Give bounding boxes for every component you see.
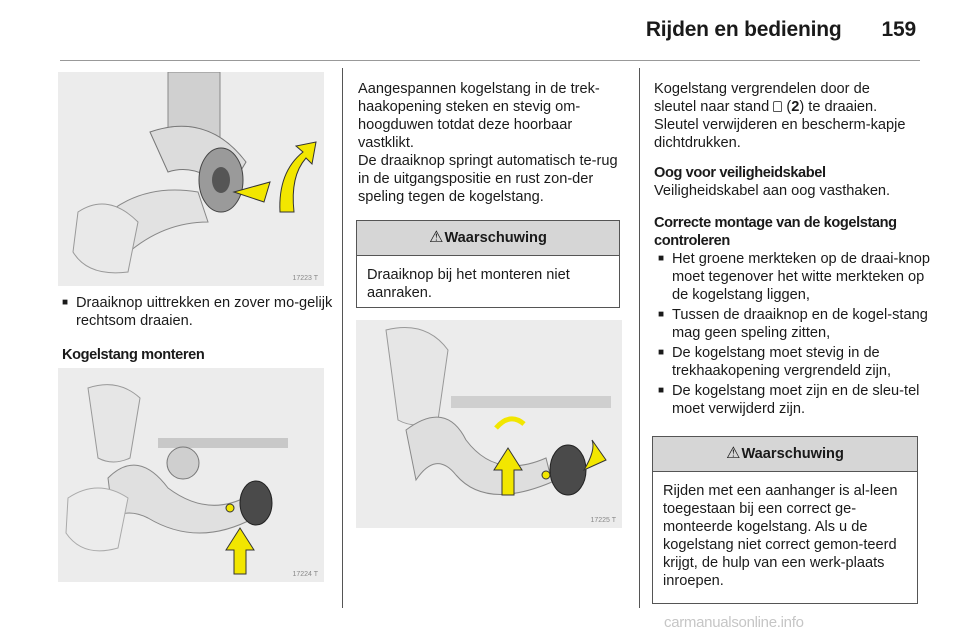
warning-box-1 bbox=[356, 220, 620, 308]
bullet-knob-instruction: ■ Draaiknop uittrekken en zover mo-gelijk rechtsom draaien. bbox=[62, 294, 342, 330]
figure-ballbar-locked bbox=[356, 320, 622, 528]
paragraph-knob-returns: De draaiknop springt automatisch te-rug in de uitgangspositie en rust zon-der speling tegen de kogelstang. bbox=[358, 153, 618, 205]
page-header bbox=[646, 18, 916, 42]
column-divider-2 bbox=[639, 68, 640, 608]
list-item: ■ Tussen de draaiknop en de kogel-stang mag geen speling zitten, bbox=[658, 306, 934, 342]
warning-text: Draaiknop bij het monteren niet aanraken. bbox=[367, 267, 570, 301]
warning-triangle-icon: ⚠ bbox=[726, 445, 741, 462]
list-item: ■ De kogelstang moet stevig in de trekhaakopening vergrendeld zijn, bbox=[658, 344, 934, 380]
lock-icon bbox=[773, 101, 782, 112]
page-title: Rijden en bediening bbox=[645, 18, 842, 41]
warning-box-2 bbox=[652, 436, 918, 604]
figure-number: 17225 T bbox=[590, 517, 616, 524]
list-item: ■ De kogelstang moet zijn en de sleu-tel moet verwijderd zijn. bbox=[658, 382, 934, 418]
section-heading: Correcte montage van de kogelstang controleren bbox=[654, 215, 897, 249]
warning-header bbox=[357, 221, 619, 256]
figure-number: 17223 T bbox=[292, 275, 318, 282]
paragraph-safety-cable: Veiligheidskabel aan oog vasthaken. bbox=[654, 183, 891, 199]
figure-mount-ballbar bbox=[58, 368, 324, 582]
header-rule bbox=[60, 60, 920, 61]
list-item: ■ Het groene merkteken op de draai-knop moet tegenover het witte merkteken op de kogelstang liggen, bbox=[658, 250, 934, 304]
warning-title: Waarschuwing bbox=[444, 230, 547, 246]
page-number: 159 bbox=[881, 18, 916, 41]
warning-text: Rijden met een aanhanger is al-leen toegestaan bij een correct ge-monteerde kogelstang. Als u de kogelstang niet correct gemon-teerd krijgt, de hulp van een werk-plaats inroepen. bbox=[663, 483, 898, 589]
footer-watermark: carmanualsonline.info bbox=[664, 614, 804, 631]
figure-number: 17224 T bbox=[292, 571, 318, 578]
warning-title: Waarschuwing bbox=[741, 446, 844, 462]
figure-knob-turn bbox=[58, 72, 324, 286]
column-divider-1 bbox=[342, 68, 343, 608]
warning-header bbox=[653, 437, 917, 472]
section-heading: Kogelstang monteren bbox=[62, 347, 205, 363]
paragraph-insert-ballbar: Aangespannen kogelstang in de trek-haakopening steken en stevig om-hoogduwen totdat deze hoorbaar vastklikt. bbox=[358, 81, 600, 151]
warning-triangle-icon: ⚠ bbox=[429, 229, 444, 246]
paragraph-lock-key: Kogelstang vergrendelen door de sleutel naar stand (2) te draaien. Sleutel verwijderen en bescherm-kapje dichtdrukken. bbox=[654, 81, 906, 151]
section-heading: Oog voor veiligheidskabel bbox=[654, 165, 826, 181]
